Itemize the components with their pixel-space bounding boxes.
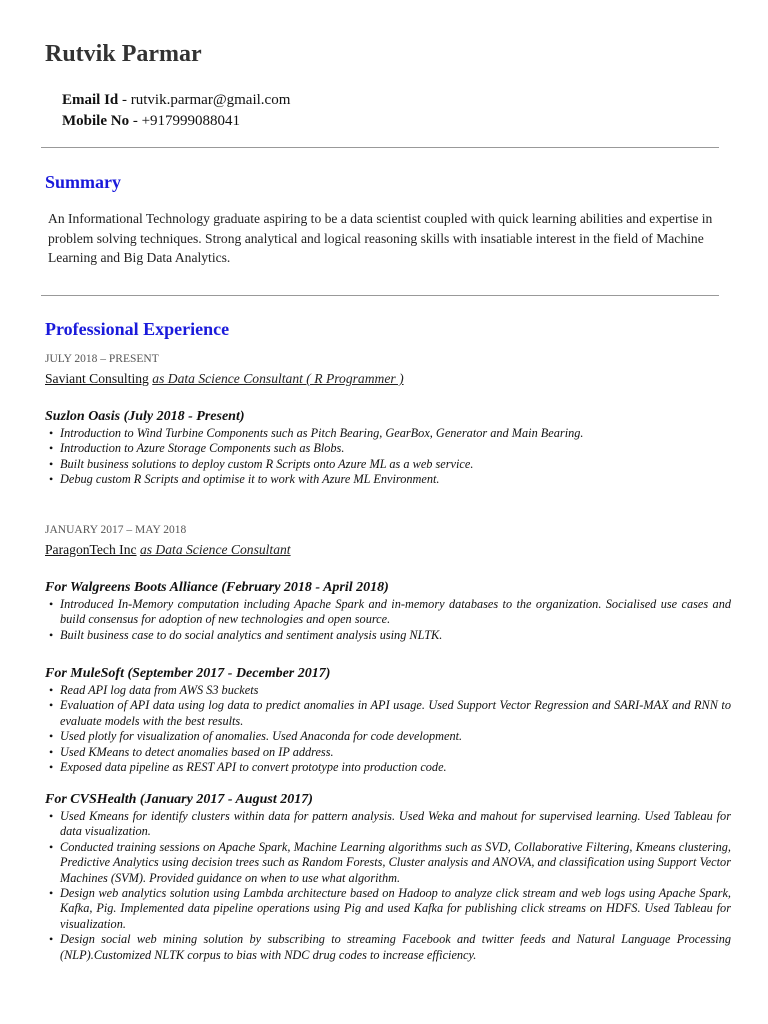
bullet-dot-icon: • bbox=[49, 744, 54, 759]
job-company-line bbox=[45, 540, 735, 559]
bullet-dot-icon: • bbox=[49, 760, 54, 775]
bullet-dot-icon: • bbox=[49, 729, 54, 744]
candidate-name: Rutvik Parmar bbox=[45, 41, 202, 67]
email-separator: - bbox=[118, 92, 131, 108]
job-entry-paragontech bbox=[45, 522, 735, 559]
company-name: Saviant Consulting bbox=[45, 371, 149, 386]
bullet-dot-icon: • bbox=[49, 698, 54, 713]
bullet-item: • Used Kmeans for identify clusters within data for pattern analysis. Used Weka and mahout for supervised learning. Used Tableau for data visualization. bbox=[49, 809, 731, 839]
mobile-label: Mobile No bbox=[62, 113, 130, 129]
bullet-dot-icon: • bbox=[49, 472, 54, 487]
bullet-item: • Evaluation of API data using log data to predict anomalies in API usage. Used Support Vector Regression and SARI-MAX and RNN to evaluate models with the best results. bbox=[49, 698, 731, 728]
bullet-dot-icon: • bbox=[49, 426, 54, 440]
summary-text: An Informational Technology graduate aspiring to be a data scientist coupled with quick learning abilities and expertise in problem solving techniques. Strong analytical and logical reasoning skills with insatiable interest in the field of Machine Learning and Big Data Analytics. bbox=[48, 211, 713, 265]
bullet-dot-icon: • bbox=[49, 597, 54, 611]
project-title: For CVSHealth (January 2017 - August 2017) bbox=[45, 792, 313, 807]
bullet-item: • Introduction to Azure Storage Components such as Blobs. bbox=[49, 441, 345, 456]
bullet-dot-icon: • bbox=[49, 456, 54, 471]
project-cvshealth bbox=[45, 791, 731, 963]
mobile-separator: - bbox=[129, 113, 142, 129]
bullet-dot-icon: • bbox=[49, 627, 54, 642]
bullet-item: • Used KMeans to detect anomalies based on IP address. bbox=[49, 744, 334, 759]
email-label: Email Id bbox=[62, 92, 119, 108]
divider-summary bbox=[41, 295, 719, 296]
bullet-dot-icon: • bbox=[49, 441, 54, 456]
bullet-dot-icon: • bbox=[49, 932, 54, 947]
bullet-item: • Conducted training sessions on Apache Spark, Machine Learning algorithms such as SVD, Collaborative Filtering, Kmeans clustering, Predictive Analytics using decision trees such as Random Forests, Cluster analysis and ANOVA, and classification using Support Vector Machines (SVM). Provided guidance on when to use what algorithm. bbox=[49, 839, 731, 885]
bullet-item: • Built business solutions to deploy custom R Scripts onto Azure ML as a web service. bbox=[49, 456, 474, 471]
company-name: ParagonTech Inc bbox=[45, 542, 137, 557]
contact-block bbox=[62, 90, 290, 132]
job-company-line bbox=[45, 369, 735, 388]
mobile-line bbox=[62, 111, 290, 132]
bullet-item: • Exposed data pipeline as REST API to convert prototype into production code. bbox=[49, 760, 447, 775]
job-role: as Data Science Consultant bbox=[139, 542, 291, 557]
bullet-item: • Introduced In-Memory computation including Apache Spark and in-memory databases to the organization. Socialised use cases and build consensus for adoption of new technologies and open source. bbox=[49, 597, 731, 627]
email-line bbox=[62, 90, 290, 111]
job-date: JULY 2018 – PRESENT bbox=[45, 353, 159, 365]
project-title: Suzlon Oasis (July 2018 - Present) bbox=[45, 409, 245, 424]
bullet-item: • Debug custom R Scripts and optimise it to work with Azure ML Environment. bbox=[49, 472, 440, 487]
job-entry-saviant bbox=[45, 351, 735, 388]
bullet-item: • Introduction to Wind Turbine Components such as Pitch Bearing, GearBox, Generator and Main Bearing. bbox=[49, 426, 584, 440]
bullet-item: • Read API log data from AWS S3 buckets bbox=[49, 683, 259, 697]
project-bullets bbox=[45, 597, 731, 643]
email-value[interactable]: rutvik.parmar@gmail.com bbox=[130, 92, 291, 108]
bullet-dot-icon: • bbox=[49, 683, 54, 697]
bullet-item: • Design social web mining solution by subscribing to streaming Facebook and twitter feeds and Natural Language Processing (NLP).Customized NLTK corpus to bias with NDC drug codes to increase efficiency. bbox=[49, 932, 731, 962]
mobile-value[interactable]: +917999088041 bbox=[141, 113, 241, 129]
project-title: For Walgreens Boots Alliance (February 2018 - April 2018) bbox=[45, 580, 389, 595]
job-date: JANUARY 2017 – MAY 2018 bbox=[45, 524, 187, 536]
project-title: For MuleSoft (September 2017 - December 2017) bbox=[45, 666, 331, 681]
summary-heading: Summary bbox=[45, 172, 121, 192]
bullet-dot-icon: • bbox=[49, 886, 54, 901]
project-bullets bbox=[45, 809, 731, 963]
bullet-item: • Built business case to do social analytics and sentiment analysis using NLTK. bbox=[49, 627, 443, 642]
project-walgreens bbox=[45, 579, 731, 643]
bullet-item: • Design web analytics solution using Lambda architecture based on Hadoop to analyze click stream and web logs using Apache Spark, Kafka, Pig. Implemented data pipeline operations using Pig and used Kafka for publishing click streams on HDFS. Used Tableau for visualization. bbox=[49, 886, 731, 931]
experience-heading: Professional Experience bbox=[45, 319, 230, 339]
bullet-dot-icon: • bbox=[49, 809, 54, 823]
bullet-dot-icon: • bbox=[49, 839, 54, 854]
job-role: as Data Science Consultant ( R Programmer ) bbox=[152, 371, 404, 386]
project-bullets bbox=[45, 683, 731, 775]
divider-top bbox=[41, 147, 719, 148]
bullet-item: • Used plotly for visualization of anomalies. Used Anaconda for code development. bbox=[49, 729, 463, 744]
project-suzlon bbox=[45, 408, 731, 488]
project-mulesoft bbox=[45, 665, 731, 775]
project-bullets bbox=[45, 426, 731, 488]
